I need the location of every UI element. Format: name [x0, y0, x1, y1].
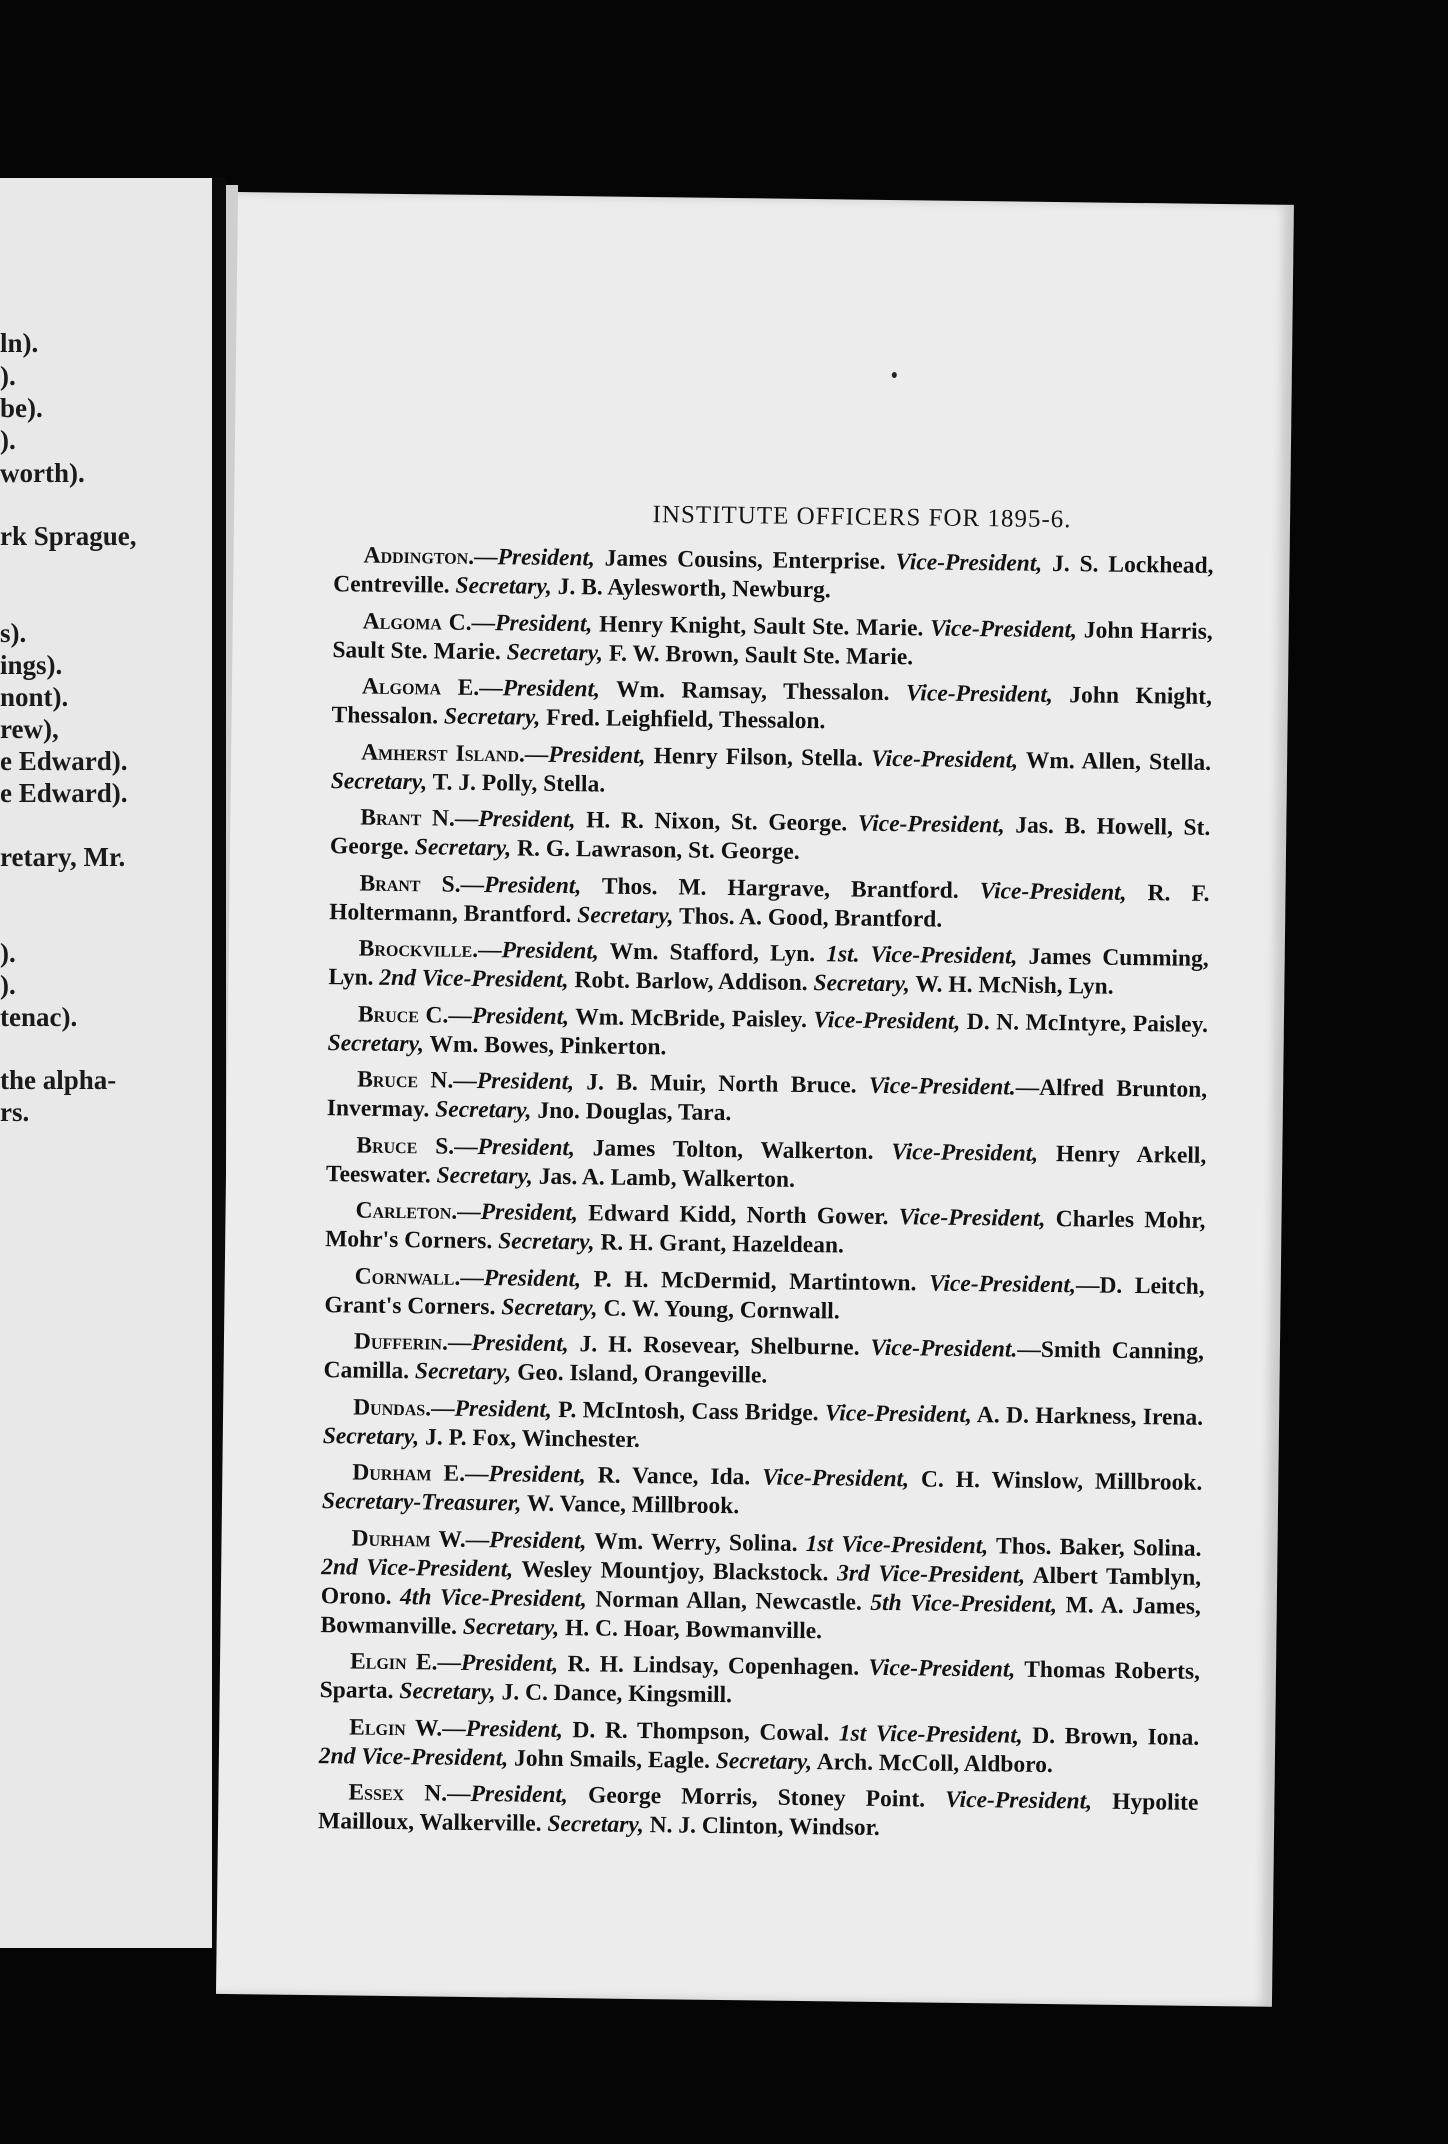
officer-role: President,	[454, 1395, 553, 1423]
officer-role: Vice-President,	[905, 680, 1054, 708]
officer-role: Vice-President,	[857, 810, 1005, 839]
officer-details: John Knight, Thessalon.	[331, 681, 1213, 730]
left-page-line: rew),	[0, 714, 59, 744]
institute-entry: Elgin E.—President, R. H. Lindsay, Copenhagen. Vice-President, Thomas Roberts, Sparta. Secretary, J. C. Dance, Kingsmill.	[319, 1648, 1201, 1709]
officer-details: Edward Kidd, North Gower.	[577, 1200, 899, 1231]
institute-entry: Dundas.—President, P. McIntosh, Cass Bridge. Vice-President, A. D. Harkness, Irena. Secretary, J. P. Fox, Winchester.	[322, 1393, 1204, 1453]
left-page-line: ).	[0, 361, 16, 391]
officer-role: Vice-President,	[824, 1399, 972, 1428]
officer-details: Henry Arkell, Teeswater.	[325, 1140, 1207, 1188]
institute-name: Dufferin.	[353, 1328, 449, 1356]
officer-role: Vice-President,	[891, 1138, 1039, 1167]
institute-entry: Dufferin.—President, J. H. Rosevear, Shelburne. Vice-President.—Smith Canning, Camilla. Secretary, Geo. Island, Orangeville.	[323, 1328, 1205, 1389]
institute-entry: Amherst Island.—President, Henry Filson, Stella. Vice-President, Wm. Allen, Stella. Secretary, T. J. Polly, Stella.	[330, 739, 1212, 798]
institute-entry: Bruce N.—President, J. B. Muir, North Bruce. Vice-President.—Alfred Brunton, Invermay. Secretary, Jno. Douglas, Tara.	[326, 1066, 1208, 1127]
officer-role: President,	[548, 741, 646, 769]
officer-details: Hypolite Mailloux, Walkerville.	[317, 1788, 1199, 1837]
officer-role: President,	[489, 1526, 587, 1554]
institute-name: Cornwall.	[354, 1263, 461, 1291]
officer-details: H. R. Nixon, St. George.	[575, 807, 859, 837]
officer-role: Secretary,	[501, 1293, 598, 1321]
officer-role: 1st. Vice-President,	[826, 941, 1018, 970]
institute-name: Algoma E.	[361, 673, 480, 701]
left-page-line: ln).	[0, 328, 39, 358]
institute-entry: Algoma C.—President, Henry Knight, Sault Ste. Marie. Vice-President, John Harris, Sault Ste. Marie. Secretary, F. W. Brown, Sault Ste. Marie.	[332, 608, 1213, 670]
officer-details: J. S. Lockhead, Centreville.	[333, 550, 1214, 599]
officer-details: D. Brown, Iona.	[1022, 1722, 1200, 1751]
officer-role: President,	[494, 609, 593, 637]
officer-details: Jas. B. Howell, St. George.	[329, 812, 1211, 861]
officer-role: Vice-President,	[898, 1204, 1046, 1232]
officer-details: R. F. Holtermann, Brantford.	[329, 879, 1210, 928]
officer-details: Albert Tamblyn, Orono.	[320, 1562, 1202, 1610]
officer-role: Secretary,	[577, 901, 674, 929]
officer-details: W. H. McNish, Lyn.	[909, 971, 1114, 1000]
officer-details: Henry Knight, Sault Ste. Marie.	[592, 610, 931, 641]
institute-name: Carleton.	[355, 1197, 458, 1225]
officer-details: P. H. McDermid, Martintown.	[580, 1265, 930, 1297]
officer-details: Geo. Island, Orangeville.	[511, 1359, 768, 1389]
officer-details: Wm. Bowes, Pinkerton.	[423, 1030, 667, 1060]
left-page-line: ings).	[0, 650, 63, 680]
institute-entry: Essex N.—President, George Morris, Stoney Point. Vice-President, Hypolite Mailloux, Walkerville. Secretary, N. J. Clinton, Windsor.	[317, 1779, 1199, 1841]
officer-role: President,	[483, 1264, 582, 1292]
left-page-line: ).	[0, 938, 16, 968]
officer-details: —Alfred Brunton, Invermay.	[326, 1074, 1208, 1123]
officer-role: President,	[460, 1649, 559, 1678]
officer-role: Vice-President,	[762, 1464, 910, 1493]
officer-role: President,	[502, 675, 601, 703]
officer-details: W. Vance, Millbrook.	[521, 1490, 740, 1520]
officer-role: Secretary,	[322, 1422, 420, 1450]
officer-role: Secretary,	[498, 1228, 595, 1256]
officer-role: Secretary,	[813, 970, 911, 998]
institute-name: Brant N.	[360, 804, 455, 832]
officer-details: —Smith Canning, Camilla.	[323, 1336, 1205, 1385]
officer-details: Jno. Douglas, Tara.	[531, 1097, 732, 1127]
institute-name: Algoma C.	[362, 608, 472, 636]
officer-role: Secretary,	[455, 572, 552, 600]
institute-name: Durham E.	[352, 1459, 466, 1487]
officer-details: Arch. McColl, Aldboro.	[812, 1748, 1053, 1778]
officer-role: 1st Vice-President,	[838, 1719, 1023, 1749]
officer-details: Wm. Allen, Stella.	[1017, 747, 1212, 776]
officer-role: 2nd Vice-President,	[321, 1553, 514, 1582]
officer-details: James Cousins, Enterprise.	[594, 545, 896, 576]
officer-details: J. H. Rosevear, Shelburne.	[568, 1331, 871, 1361]
officer-details: J. P. Fox, Winchester.	[419, 1423, 640, 1453]
officer-details: George Morris, Stoney Point.	[567, 1782, 946, 1813]
institute-name: Elgin W.	[349, 1713, 443, 1742]
left-page-line: rs.	[0, 1097, 30, 1127]
officer-role: Secretary,	[506, 638, 604, 666]
officer-details: Wm. Werry, Solina.	[586, 1527, 806, 1557]
officer-role: President,	[477, 1133, 576, 1161]
officer-details: John Smails, Eagle.	[508, 1744, 716, 1774]
institute-entry: Algoma E.—President, Wm. Ramsay, Thessalon. Vice-President, John Knight, Thessalon. Secretary, Fred. Leighfield, Thessalon.	[331, 673, 1213, 735]
left-page-line: ).	[0, 425, 16, 455]
left-page-fragment	[0, 178, 212, 1948]
institute-name: Amherst Island.	[361, 739, 526, 768]
officer-role: Secretary-Treasurer,	[321, 1488, 522, 1517]
officer-details: Robt. Barlow, Addison.	[568, 967, 814, 997]
institute-entry: Durham W.—President, Wm. Werry, Solina. 1st Vice-President, Thos. Baker, Solina. 2nd Vice-President, Wesley Mountjoy, Blackstock. 3rd Vice-President, Albert Tamblyn, Orono. 4th Vice-President, Norman Allan, Newcastle. 5th Vice-President, M. A. James, Bowmanville. Secretary, H. C. Hoar, Bowmanville.	[320, 1524, 1202, 1644]
officer-role: Vice-President,	[930, 614, 1078, 643]
officer-role: President,	[483, 871, 582, 899]
institute-name: Bruce C.	[357, 1001, 449, 1029]
officer-details: D. N. McIntyre, Paisley.	[960, 1008, 1209, 1038]
officer-details: Wm. Stafford, Lyn.	[598, 938, 827, 968]
officer-details: Wm. Ramsay, Thessalon.	[599, 676, 907, 707]
institute-name: Brant S.	[359, 870, 461, 898]
officer-role: Vice-President,	[945, 1786, 1093, 1815]
officer-role: Vice-President,	[813, 1006, 961, 1035]
left-page-line: the alpha-	[0, 1065, 117, 1095]
officer-details: Charles Mohr, Mohr's Corners.	[325, 1205, 1206, 1255]
officer-role: Vice-President,	[871, 745, 1019, 774]
institute-entry: Cornwall.—President, P. H. McDermid, Martintown. Vice-President,—D. Leitch, Grant's Corners. Secretary, C. W. Young, Cornwall.	[324, 1263, 1205, 1324]
officer-details: Wesley Mountjoy, Blackstock.	[513, 1555, 838, 1586]
officer-role: Secretary,	[715, 1747, 813, 1775]
left-page-line: nont).	[0, 682, 69, 712]
left-page-line: rk Sprague,	[0, 521, 137, 551]
left-page-line: worth).	[0, 458, 85, 488]
officer-role: President,	[501, 937, 600, 965]
officer-details: Thos. A. Good, Brantford.	[673, 902, 943, 933]
ink-speck	[892, 372, 897, 378]
officer-details: James Tolton, Walkerton.	[574, 1134, 892, 1165]
institute-entry: Bruce C.—President, Wm. McBride, Paisley. Vice-President, D. N. McIntyre, Paisley. Secretary, Wm. Bowes, Pinkerton.	[327, 1001, 1209, 1060]
officer-role: President,	[471, 1002, 570, 1030]
institute-entry: Brant N.—President, H. R. Nixon, St. George. Vice-President, Jas. B. Howell, St. George. Secretary, R. G. Lawrason, St. George.	[329, 804, 1211, 865]
institute-name: Elgin E.	[349, 1648, 438, 1676]
officer-role: Vice-President,	[979, 877, 1127, 906]
right-page	[216, 192, 1294, 2007]
officer-role: 4th Vice-President,	[399, 1583, 588, 1612]
officer-details: R. H. Grant, Hazeldean.	[594, 1229, 845, 1259]
officer-role: President,	[470, 1780, 569, 1809]
officer-details: James Cumming, Lyn.	[328, 943, 1209, 991]
institute-entry: Durham E.—President, R. Vance, Ida. Vice-President, C. H. Winslow, Millbrook. Secretary-Treasurer, W. Vance, Millbrook.	[321, 1459, 1203, 1520]
officer-role: President,	[471, 1329, 569, 1358]
officer-entries	[318, 541, 1214, 1854]
officer-details: F. W. Brown, Sault Ste. Marie.	[602, 639, 914, 670]
officer-details: C. H. Winslow, Millbrook.	[908, 1466, 1203, 1496]
officer-details: Henry Filson, Stella.	[645, 742, 872, 772]
institute-name: Addington.	[363, 542, 475, 570]
institute-name: Durham W.	[351, 1524, 466, 1553]
officer-details: Thos. M. Hargrave, Brantford.	[581, 872, 980, 904]
officer-details: N. J. Clinton, Windsor.	[643, 1812, 880, 1841]
officer-role: Secretary,	[327, 1029, 425, 1057]
left-page-line: ).	[0, 970, 16, 1000]
institute-entry: Addington.—President, James Cousins, Enterprise. Vice-President, J. S. Lockhead, Centreville. Secretary, J. B. Aylesworth, Newburg.	[333, 542, 1214, 604]
officer-details: Thos. Baker, Solina.	[988, 1532, 1202, 1562]
officer-role: Secretary,	[547, 1810, 644, 1839]
officer-role: President,	[488, 1461, 586, 1489]
officer-details: Fred. Leighfield, Thessalon.	[540, 704, 826, 735]
officer-role: Secretary,	[399, 1678, 496, 1706]
officer-details: John Harris, Sault Ste. Marie.	[332, 616, 1213, 665]
officer-details: —D. Leitch, Grant's Corners.	[324, 1271, 1205, 1320]
officer-role: Vice-President,	[895, 549, 1043, 577]
officer-details: H. C. Hoar, Bowmanville.	[559, 1614, 823, 1644]
officer-role: Secretary,	[414, 834, 512, 862]
officer-role: President,	[480, 1199, 579, 1227]
left-page-line: e Edward).	[0, 746, 128, 776]
officer-role: 2nd Vice-President,	[318, 1742, 509, 1771]
left-page-line: be).	[0, 393, 43, 423]
officer-role: President,	[497, 544, 596, 572]
officer-role: Vice-President.	[868, 1072, 1016, 1101]
officer-details: R. H. Lindsay, Copenhagen.	[558, 1651, 869, 1681]
institute-name: Dundas.	[353, 1393, 432, 1421]
officer-role: 5th Vice-President,	[870, 1589, 1058, 1618]
institute-name: Bruce N.	[357, 1066, 454, 1094]
officer-role: Secretary,	[443, 703, 541, 731]
officer-details: A. D. Harkness, Irena.	[971, 1401, 1204, 1431]
officer-role: Vice-President,	[928, 1270, 1077, 1298]
institute-entry: Carleton.—President, Edward Kidd, North Gower. Vice-President, Charles Mohr, Mohr's Corners. Secretary, R. H. Grant, Hazeldean.	[325, 1197, 1206, 1259]
officer-role: Secretary,	[462, 1613, 560, 1641]
officer-details: P. McIntosh, Cass Bridge.	[551, 1396, 826, 1426]
officer-role: Secretary,	[330, 767, 428, 795]
institute-entry: Brant S.—President, Thos. M. Hargrave, Brantford. Vice-President, R. F. Holtermann, Brantford. Secretary, Thos. A. Good, Brantford.	[329, 870, 1210, 933]
officer-role: 2nd Vice-President,	[379, 964, 569, 994]
institute-name: Essex N.	[348, 1779, 448, 1807]
officer-details: J. B. Muir, North Bruce.	[573, 1069, 870, 1099]
officer-details: D. R. Thompson, Cowal.	[562, 1716, 840, 1746]
officer-details: R. Vance, Ida.	[585, 1462, 763, 1491]
officer-role: 1st Vice-President,	[805, 1530, 989, 1559]
officer-details: Thomas Roberts, Sparta.	[319, 1656, 1201, 1705]
left-page-line: s).	[0, 618, 27, 648]
officer-role: Secretary,	[414, 1358, 512, 1386]
officer-role: Secretary,	[435, 1096, 532, 1124]
left-page-line: e Edward).	[0, 778, 128, 808]
officer-details: M. A. James, Bowmanville.	[320, 1591, 1201, 1640]
institute-entry: Brockville.—President, Wm. Stafford, Lyn. 1st. Vice-President, James Cumming, Lyn. 2nd Vice-President, Robt. Barlow, Addison. Secretary, W. H. McNish, Lyn.	[328, 935, 1209, 1000]
page-title: INSTITUTE OFFICERS FOR 1895-6.	[652, 501, 1072, 534]
officer-details: C. W. Young, Cornwall.	[597, 1294, 840, 1324]
officer-details: Jas. A. Lamb, Walkerton.	[532, 1163, 796, 1193]
officer-details: J. B. Aylesworth, Newburg.	[551, 573, 831, 604]
left-page-line: tenac).	[0, 1002, 78, 1032]
institute-entry: Bruce S.—President, James Tolton, Walkerton. Vice-President, Henry Arkell, Teeswater. Secretary, Jas. A. Lamb, Walkerton.	[325, 1132, 1207, 1193]
officer-role: President,	[476, 1067, 575, 1096]
officer-details: Wm. McBride, Paisley.	[568, 1003, 814, 1033]
officer-role: Vice-President,	[868, 1654, 1016, 1683]
institute-name: Bruce S.	[356, 1132, 455, 1160]
officer-details: R. G. Lawrason, St. George.	[511, 835, 800, 865]
institute-entry: Elgin W.—President, D. R. Thompson, Cowal. 1st Vice-President, D. Brown, Iona. 2nd Vice-President, John Smails, Eagle. Secretary, Arch. McColl, Aldboro.	[318, 1713, 1200, 1778]
institute-name: Brockville.	[358, 935, 479, 963]
officer-role: Secretary,	[436, 1161, 534, 1190]
officer-details: T. J. Polly, Stella.	[427, 768, 606, 798]
officer-details: Norman Allan, Newcastle.	[586, 1585, 871, 1616]
officer-details: J. C. Dance, Kingsmill.	[495, 1679, 733, 1709]
officer-role: Vice-President.	[870, 1334, 1018, 1363]
officer-role: President,	[478, 805, 576, 834]
officer-role: 3rd Vice-President,	[836, 1559, 1026, 1589]
officer-role: President,	[465, 1715, 564, 1743]
left-page-line: retary, Mr.	[0, 842, 126, 872]
